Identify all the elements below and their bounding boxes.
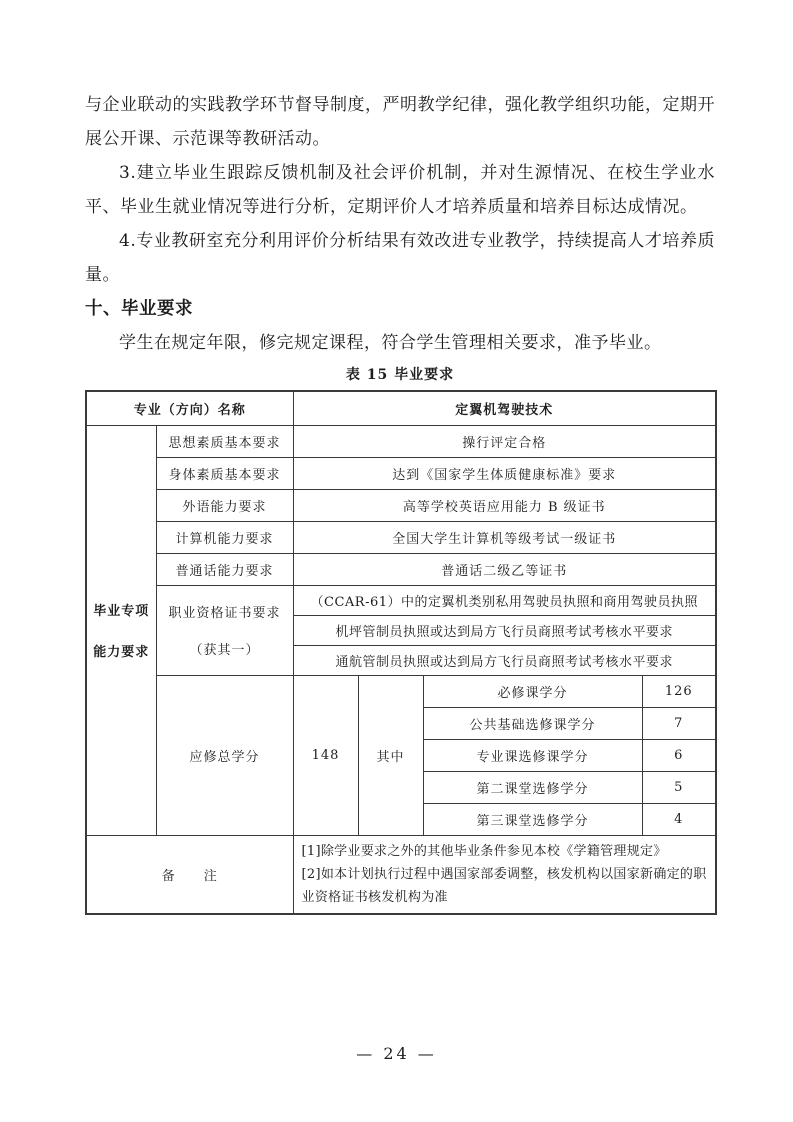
cell-certificate-option: （CCAR-61）中的定翼机类别私用驾驶员执照和商用驾驶员执照 [293,585,716,615]
cell-major-name-value: 定翼机驾驶技术 [293,391,716,425]
table-row [86,425,716,457]
cell-requirement-label: 思想素质基本要求 [156,425,293,457]
cell-requirement-label: 外语能力要求 [156,489,293,521]
page-number: — 24 — [356,1044,437,1063]
cell-requirement-value: 达到《国家学生体质健康标准》要求 [293,457,716,489]
page-content [85,88,715,915]
cell-requirement-label: 计算机能力要求 [156,521,293,553]
cell-credit-breakdown-value: 5 [642,771,716,803]
cell-requirement-label: 普通话能力要求 [156,553,293,585]
remark-line-2: [2]如本计划执行过程中遇国家部委调整，核发机构以国家新确定的职业资格证书核发机构为准 [301,866,707,905]
certificate-label-line2: （获其一） [189,643,260,658]
cell-certificate-label [156,585,293,675]
cell-certificate-option: 机坪管制员执照或达到局方飞行员商照考试考核水平要求 [293,615,716,645]
remark-line-1: [1]除学业要求之外的其他毕业条件参见本校《学籍管理规定》 [301,843,667,859]
cell-requirement-label: 身体素质基本要求 [156,457,293,489]
table-row [86,391,716,425]
certificate-label-line1: 职业资格证书要求 [168,606,281,621]
cell-credit-breakdown-value: 126 [642,675,716,707]
cell-requirement-value: 操行评定合格 [293,425,716,457]
table-row [86,675,716,707]
table-row [86,521,716,553]
graduation-requirements-table [85,390,717,915]
paragraph-quality-improvement: 4.专业教研室充分利用评价分析结果有效改进专业教学，持续提高人才培养质量。 [85,231,715,285]
cell-requirement-value: 普通话二级乙等证书 [293,553,716,585]
table-row [86,489,716,521]
table-row [86,553,716,585]
cell-credit-breakdown-label: 第二课堂选修学分 [423,771,642,803]
cell-credit-breakdown-label: 必修课学分 [423,675,642,707]
paragraph-feedback-mechanism: 3.建立毕业生跟踪反馈机制及社会评价机制，并对生源情况、在校生学业水平、毕业生就业情况等进行分析，定期评价人才培养质量和培养目标达成情况。 [85,163,715,217]
cell-credit-breakdown-label: 专业课选修课学分 [423,739,642,771]
cell-certificate-option: 通航管制员执照或达到局方飞行员商照考试考核水平要求 [293,645,716,675]
cell-remark-label: 备 注 [86,835,293,914]
cell-requirement-value: 高等学校英语应用能力 B 级证书 [293,489,716,521]
cell-group-label [86,425,156,835]
group-label-line2: 能力要求 [93,645,150,660]
cell-total-credits-value: 148 [293,675,358,835]
cell-credit-breakdown-label: 公共基础选修课学分 [423,707,642,739]
paragraph-teaching-supervision: 与企业联动的实践教学环节督导制度，严明教学纪律，强化教学组织功能，定期开展公开课、示范课等教研活动。 [85,95,715,149]
cell-total-credits-label: 应修总学分 [156,675,293,835]
cell-credit-breakdown-value: 7 [642,707,716,739]
group-label-line1: 毕业专项 [93,604,150,619]
table-row [86,585,716,615]
cell-credit-breakdown-value: 4 [642,803,716,835]
table-caption: 表 15 毕业要求 [345,367,455,383]
cell-among-label: 其中 [358,675,423,835]
cell-credit-breakdown-value: 6 [642,739,716,771]
cell-requirement-value: 全国大学生计算机等级考试一级证书 [293,521,716,553]
section-heading-graduation-requirements: 十、毕业要求 [85,299,193,319]
table-row [86,835,716,914]
table-row [86,457,716,489]
paragraph-graduation-condition: 学生在规定年限，修完规定课程，符合学生管理相关要求，准予毕业。 [119,333,662,353]
cell-remark-content [293,835,716,914]
cell-major-name-header: 专业（方向）名称 [86,391,293,425]
cell-credit-breakdown-label: 第三课堂选修学分 [423,803,642,835]
